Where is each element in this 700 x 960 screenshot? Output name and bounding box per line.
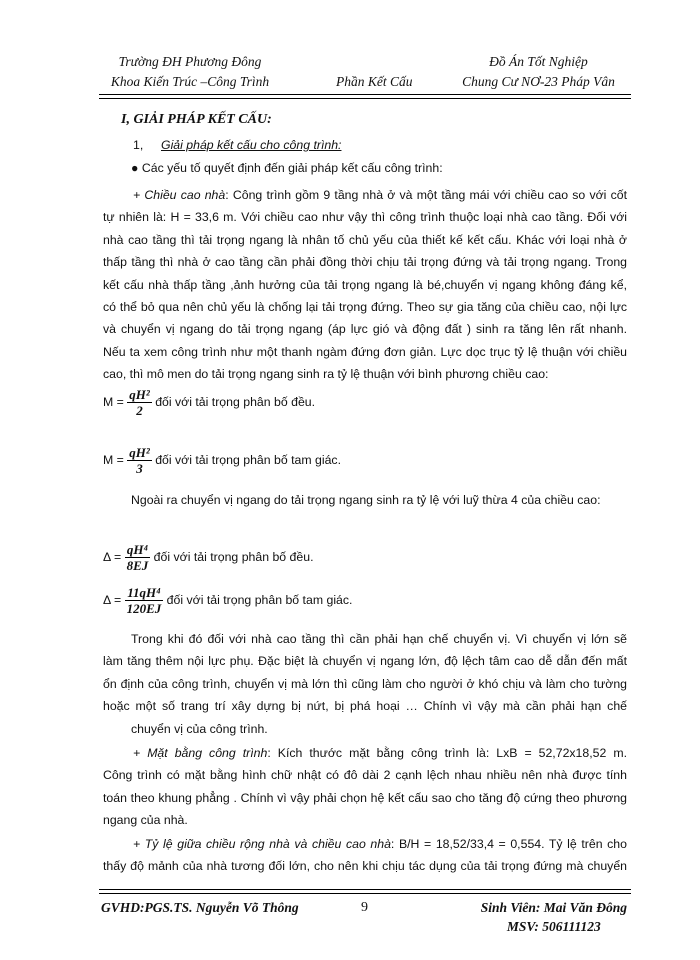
header-left: [101, 52, 279, 92]
section-heading: I, GIẢI PHÁP KẾT CẤU:: [121, 112, 272, 127]
subheading: Giải pháp kết cấu cho công trình:: [161, 138, 342, 152]
project-name: Chung Cư NƠ-23 Pháp Vân: [462, 74, 615, 89]
p1-line: và chuyển vị ngang do tải trọng ngang (áp lực gió và động đất ) sinh ra tăng lên rất nhanh.: [103, 322, 627, 337]
p1-line: Nếu ta xem công trình như một thanh ngàm đứng đơn giản. Lực dọc trục tỷ lệ thuận với chiều: [103, 344, 627, 359]
p1-line: kết cấu nhà thấp tầng ,ảnh hưởng của tải trọng ngang là bé,chuyển vị ngang không đáng kể,: [103, 277, 627, 292]
p1-line: cao, thì mô men do tải trọng ngang sinh ra tỷ lệ thuận với bình phương chiều cao:: [103, 367, 549, 382]
supervisor: GVHD:PGS.TS. Nguyễn Võ Thông: [101, 900, 299, 915]
p5-line: thấy độ mảnh của nhà tương đối lớn, cho nên khi chịu tác dụng của tải trọng đứng mà chuyển: [103, 859, 627, 874]
formula-moment-uniform: M = $\frac{\text{qH²}}{2}$ đối với tải trọng phân bố đều.: [103, 387, 316, 418]
page-header: [101, 52, 631, 96]
subheading-number: 1,: [133, 138, 144, 152]
footer-rule: [99, 889, 631, 890]
formula-displacement-uniform: Δ = $\frac{\text{qH⁴}}{8EJ}$ đối với tải trọng phân bố đều.: [103, 542, 314, 573]
formula-displacement-triangular: Δ = $\frac{\text{11qH⁴}}{120EJ}$ đối với tải trọng phân bố tam giác.: [103, 585, 353, 616]
header-right: [446, 52, 631, 92]
p1-line: + Chiều cao nhà: Công trình gồm 9 tầng nhà ở và một tầng mái với chiều cao so với cốt: [133, 188, 628, 202]
p4-line: toán theo khung phẳng . Chính vì vậy phải chọn hệ kết cấu sao cho tăng độ cứng theo phương: [103, 790, 627, 805]
school-name: Trường ĐH Phương Đông: [118, 54, 262, 69]
p1-line: tự nhiên là: H = 33,6 m. Với chiều cao như vậy thì công trình thuộc loại nhà cao tầng. Đối với: [103, 210, 627, 225]
formula-moment-triangular: M = $\frac{\text{qH²}}{3}$ đối với tải trọng phân bố tam giác.: [103, 445, 341, 476]
footer-rule-thin: [99, 893, 631, 894]
project-type: Đồ Án Tốt Nghiệp: [489, 54, 588, 69]
p1-line: có thể bỏ qua nên chủ yếu là chống lại tải trọng đứng. Theo sự gia tăng của chiều cao, nội lực: [103, 300, 627, 315]
paragraph-ratio: [103, 833, 627, 878]
student-name: Sinh Viên: Mai Văn Đông: [480, 900, 627, 915]
page-footer: [101, 898, 631, 938]
p4-line: Công trình có mặt bằng hình chữ nhật có đô dài 2 cạnh lệch nhau nhiều nên nhà được tính: [103, 768, 627, 783]
p4-line: + Mặt bằng công trình: Kích thước mặt bằng công trình là: LxB = 52,72x18,52 m.: [133, 746, 627, 760]
p3-line: Trong khi đó đối với nhà cao tầng thì cần phải hạn chế chuyển vị. Vì chuyển vị lớn sẽ: [131, 632, 627, 646]
paragraph-height: [103, 184, 627, 386]
p1-line: nhà cao tầng thì tải trọng ngang là nhân tố chủ yếu của thiết kế kết cấu. Khác với loại nhà ở: [103, 232, 627, 247]
p3-line: ổn định của công trình, chuyển vị mà lớn thì cũng làm cho người ở khó chịu và làm cho tường: [103, 676, 627, 691]
p5-line: + Tỷ lệ giữa chiều rộng nhà và chiều cao nhà: B/H = 18,52/33,4 = 0,554. Tỷ lệ trên cho: [133, 837, 627, 851]
page-number: 9: [361, 900, 368, 915]
p4-line: ngang của nhà.: [103, 813, 188, 828]
section-name: Phần Kết Cấu: [336, 74, 413, 89]
p3-line: làm tăng thêm nội lực phụ. Đặc biệt là chuyển vị ngang lớn, độ lệch tâm cao dễ dẫn đến mất: [103, 654, 627, 669]
bullet-icon: ●: [131, 161, 139, 175]
p3-line: hoặc một số trang trí xây dựng bị nứt, bị phá hoại … Chính vì vậy mà cần phải hạn chế: [103, 699, 627, 714]
header-rule-thin: [99, 98, 631, 99]
bullet-text: Các yếu tố quyết định đến giải pháp kết cấu công trình:: [141, 161, 443, 175]
paragraph-displacement: Ngoài ra chuyển vị ngang do tải trọng ngang sinh ra tỷ lệ với luỹ thừa 4 của chiều cao:: [131, 493, 601, 507]
student-id: MSV: 506111123: [506, 919, 601, 934]
p1-line: thấp tầng thì nhà ở cao tầng cần phải đồng thời chịu tải trọng đứng và tải trọng ngang. Trong: [103, 255, 627, 270]
paragraph-limit-displacement: [103, 628, 627, 740]
faculty-name: Khoa Kiến Trúc –Công Trình: [110, 74, 270, 89]
student-info: [481, 898, 627, 936]
header-rule: [99, 94, 631, 95]
p3-line: chuyển vị của công trình.: [131, 721, 268, 736]
bullet-item: [131, 161, 443, 175]
paragraph-floor-plan: [103, 742, 627, 832]
